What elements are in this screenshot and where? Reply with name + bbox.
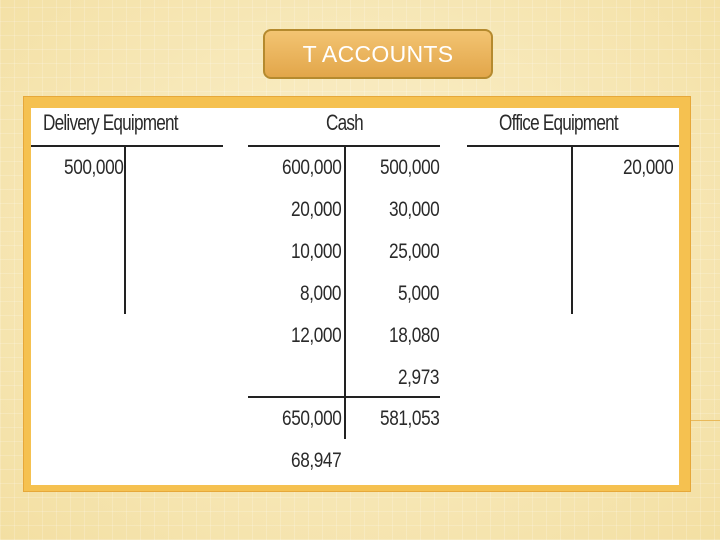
totals-line [248, 396, 440, 398]
debit-amount: 12,000 [290, 324, 341, 347]
t-account-divider [571, 146, 573, 314]
debit-amount: 600,000 [281, 156, 341, 179]
credit-amount: 500,000 [379, 156, 439, 179]
t-accounts-panel [31, 108, 679, 485]
debit-amount: 500,000 [63, 156, 123, 179]
credit-amount: 20,000 [622, 156, 673, 179]
credit-amount: 25,000 [388, 240, 439, 263]
debit-amount: 20,000 [290, 198, 341, 221]
t-account-top-line [467, 145, 679, 147]
credit-amount: 2,973 [397, 366, 439, 389]
t-account-divider [124, 146, 126, 314]
account-title: Delivery Equipment [43, 110, 178, 135]
cash-balance: 68,947 [290, 449, 341, 472]
debit-amount: 8,000 [299, 282, 341, 305]
account-title: Cash [326, 110, 363, 135]
slide-title: T ACCOUNTS [263, 29, 493, 79]
decorative-line [690, 420, 720, 421]
credit-amount: 30,000 [388, 198, 439, 221]
credit-amount: 5,000 [397, 282, 439, 305]
debit-amount: 10,000 [290, 240, 341, 263]
credit-amount: 18,080 [388, 324, 439, 347]
debit-total: 650,000 [281, 407, 341, 430]
t-account-top-line [31, 145, 223, 147]
account-title: Office Equipment [499, 110, 618, 135]
credit-total: 581,053 [379, 407, 439, 430]
